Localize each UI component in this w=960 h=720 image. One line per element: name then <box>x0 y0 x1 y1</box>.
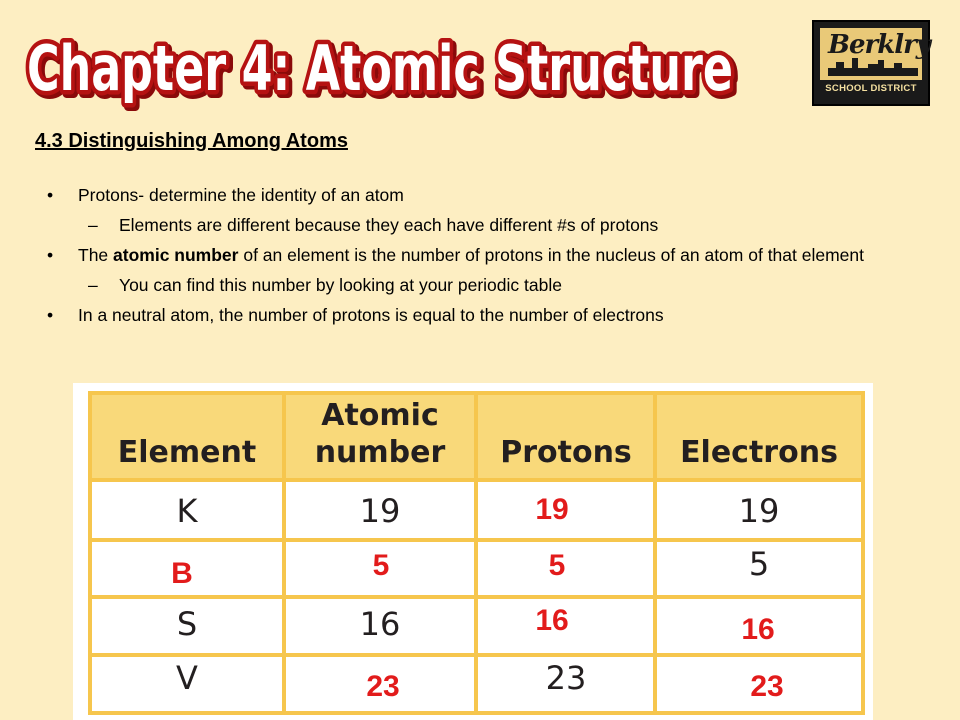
header-element: Element <box>117 435 257 470</box>
cell-v-protons: 23 <box>545 659 587 697</box>
logo-subtitle: SCHOOL DISTRICT <box>820 80 922 98</box>
answer-v-electrons: 23 <box>750 670 784 703</box>
bullet-atomic-bold: atomic number <box>113 245 239 265</box>
bullet-atomic-post: of an element is the number of protons in the nucleus of an atom of that element <box>238 245 864 265</box>
cell-b-electrons: 5 <box>748 545 770 583</box>
answer-b-protons: 5 <box>548 549 566 582</box>
dash-marker: – <box>88 275 98 295</box>
bullet-list <box>45 184 895 334</box>
answer-b-atomic: 5 <box>372 549 390 582</box>
cell-k-electrons: 19 <box>738 492 780 530</box>
answer-s-electrons: 16 <box>741 613 775 646</box>
logo-wordmark: Berklry <box>828 30 930 60</box>
chapter-title-outline: Chapter 4: Atomic Structure <box>27 32 733 105</box>
answer-s-protons: 16 <box>535 604 569 637</box>
school-district-logo <box>812 20 930 106</box>
header-atomic-line1: Atomic <box>321 398 439 433</box>
answer-v-atomic: 23 <box>366 670 400 703</box>
cell-v-element: V <box>176 659 198 697</box>
header-atomic-line2: number <box>314 435 446 470</box>
cell-k-atomic: 19 <box>359 492 401 530</box>
skyline-icon <box>828 56 918 76</box>
chapter-title-shadow: Chapter 4: Atomic Structure <box>30 35 736 108</box>
answer-b-element: B <box>171 557 193 590</box>
atom-table <box>73 383 873 720</box>
answer-k-protons: 19 <box>535 493 569 526</box>
bullet-neutral-atom: • In a neutral atom, the number of protons is equal to the number of electrons <box>45 304 895 326</box>
cell-s-atomic: 16 <box>359 605 401 643</box>
section-subtitle: 4.3 Distinguishing Among Atoms <box>35 130 348 152</box>
chapter-title-text: Chapter 4: Atomic Structure <box>27 32 733 105</box>
logo-panel <box>820 28 930 98</box>
chapter-title <box>22 22 752 112</box>
subbullet-elements-text: Elements are different because they each have different #s of protons <box>119 215 659 235</box>
header-protons: Protons <box>500 435 632 470</box>
dash-marker: – <box>88 215 98 235</box>
bullet-protons: • Protons- determine the identity of an atom <box>45 184 895 206</box>
subbullet-periodic-text: You can find this number by looking at your periodic table <box>119 275 562 295</box>
subbullet-elements <box>45 214 895 236</box>
cell-s-element: S <box>176 605 198 643</box>
bullet-atomic-number <box>45 244 895 266</box>
header-electrons: Electrons <box>680 435 838 470</box>
cell-k-element: K <box>176 492 198 530</box>
bullet-atomic-pre: The <box>78 245 114 265</box>
subbullet-periodic-table <box>45 274 895 296</box>
